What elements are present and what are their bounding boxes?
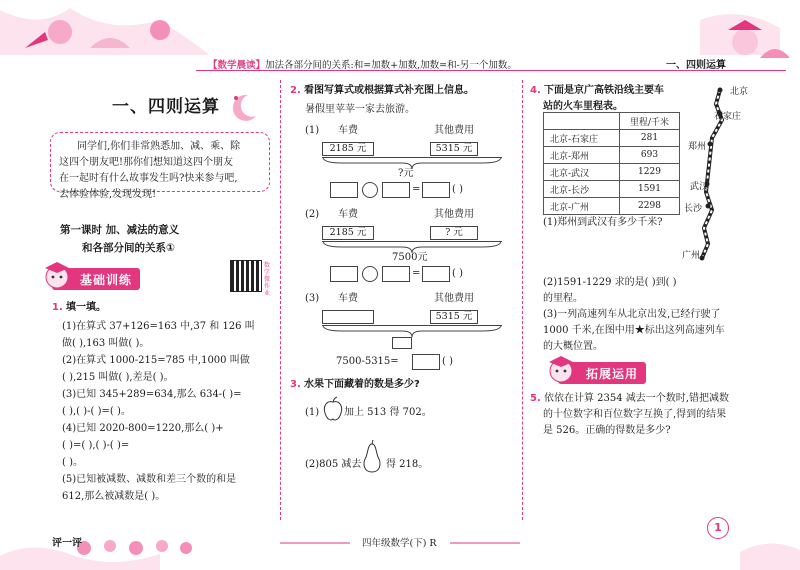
header-bar <box>196 55 786 71</box>
table-header-cell: 里程/千米 <box>620 113 680 130</box>
q4-part-3-cont: 1000 千米,在图中用★标出这列高速列车 <box>543 325 725 336</box>
answer-box[interactable] <box>382 182 410 198</box>
question-3-heading <box>290 378 420 392</box>
route-cell: 北京-长沙 <box>544 181 620 198</box>
chapter-title: 一、四则运算 <box>666 60 726 71</box>
car-fare-box <box>322 310 374 324</box>
diagram-1-label: (1) <box>305 125 320 136</box>
q3-part-2-text: 得 218。 <box>386 459 429 470</box>
q1-line: 做( ),163 叫做( )。 <box>62 338 150 349</box>
q1-line: 612,那么被减数是( )。 <box>62 491 166 502</box>
question-title: 下面是京广高铁沿线主要车 <box>543 85 664 96</box>
question-number: 3. <box>290 379 301 390</box>
q1-line: ( ),( )-( )=( )。 <box>62 406 131 417</box>
table-header-row <box>544 113 680 130</box>
operator-circle[interactable] <box>362 266 378 282</box>
question-title: 水果下面藏着的数是多少? <box>303 379 420 390</box>
reading-tip <box>208 57 517 71</box>
other-cost-value: ? 元 <box>430 226 478 240</box>
apple-icon[interactable] <box>322 396 344 422</box>
intro-line: 同学们,你们非常熟悉加、减、乘、除 <box>77 141 241 152</box>
table-row <box>544 198 680 215</box>
column-divider <box>522 80 523 520</box>
q3-part-1-text: 加上 513 得 702。 <box>344 407 432 418</box>
city-label: 武汉 <box>690 182 709 192</box>
unit-blank[interactable]: ( ) <box>452 184 463 195</box>
answer-box[interactable] <box>330 182 358 198</box>
q4-part-1: (1)郑州到武汉有多少千米? <box>543 217 663 228</box>
q1-line: (4)已知 2020-800=1220,那么( )+ <box>62 423 224 434</box>
q5-text: 是 526。正确的得数是多少? <box>543 425 671 436</box>
distance-cell: 1229 <box>620 164 680 181</box>
q4-part-3: (3)一列高速列车从北京出发,已经行驶了 <box>543 309 721 320</box>
question-number: 4. <box>530 85 541 96</box>
q4-part-2-cont: 的里程。 <box>543 293 583 304</box>
qr-label: 数学微作业 <box>264 262 271 297</box>
other-cost-label: 其他费用 <box>434 293 474 304</box>
other-cost-value: 5315 元 <box>430 142 478 156</box>
intro-line: 这四个朋友吧!那你们想知道这四个朋友 <box>59 157 234 168</box>
q5-text: 依依在计算 2354 减去一个数时,错把减数 <box>543 393 729 404</box>
q5-text: 的十位数字和百位数字互换了,得到的结果 <box>543 409 727 420</box>
question-number: 5. <box>530 393 541 404</box>
table-header-cell <box>544 113 620 130</box>
question-1-heading <box>52 301 106 315</box>
car-fare-value: 2185 元 <box>322 226 374 240</box>
car-fare-label: 车费 <box>338 125 358 136</box>
moon-icon <box>228 92 260 122</box>
question-5-line <box>530 392 729 406</box>
student-mascot-icon <box>40 258 74 292</box>
q1-line: (5)已知被减数、减数和差三个数的和是 <box>62 474 237 485</box>
diagram-2-label: (2) <box>305 209 320 220</box>
q1-line: ( )=( ),( )-( )= <box>62 440 130 451</box>
other-cost-value: 5315 元 <box>430 310 478 324</box>
route-cell: 北京-武汉 <box>544 164 620 181</box>
intro-line: 去体验体验,发现发现! <box>59 189 157 200</box>
table-row <box>544 181 680 198</box>
table-row <box>544 164 680 181</box>
city-label: 石家庄 <box>714 112 742 122</box>
book-info: 四年级数学(下) R <box>362 538 437 549</box>
badge-label: 拓展运用 <box>586 367 639 381</box>
question-title-cont: 站的火车里程表。 <box>543 101 623 112</box>
unit-blank[interactable]: ( ) <box>452 268 463 279</box>
pear-icon[interactable] <box>360 440 384 474</box>
q1-line: (1)在算式 37+126=163 中,37 和 126 叫 <box>62 321 255 332</box>
intro-line: 在一起时有什么故事发生吗?快来参与吧, <box>59 173 238 184</box>
distance-cell: 1591 <box>620 181 680 198</box>
other-cost-label: 其他费用 <box>434 209 474 220</box>
mileage-table <box>543 112 680 215</box>
route-cell: 北京-广州 <box>544 198 620 215</box>
question-title: 填一填。 <box>65 302 106 313</box>
equals-sign: = <box>412 184 421 195</box>
diagram-3-label: (3) <box>305 293 320 304</box>
qr-code[interactable] <box>230 260 262 292</box>
equals-sign: = <box>412 268 421 279</box>
city-label: 广州 <box>682 251 701 261</box>
car-fare-value: 2185 元 <box>322 142 374 156</box>
operator-circle[interactable] <box>362 182 378 198</box>
distance-cell: 2298 <box>620 198 680 215</box>
total-value: 7500元 <box>392 252 428 263</box>
route-cell: 北京-郑州 <box>544 147 620 164</box>
q1-line: (3)已知 345+289=634,那么 634-( )= <box>62 389 242 400</box>
intro-box <box>50 132 270 200</box>
student-mascot-icon <box>544 352 578 386</box>
question-2-heading <box>290 84 474 98</box>
q4-part-3-cont: 的大概位置。 <box>543 341 603 352</box>
column-divider <box>280 80 281 520</box>
q2-intro: 暑假里苹苹一家去旅游。 <box>305 104 415 115</box>
q1-line: (2)在算式 1000-215=785 中,1000 叫做 <box>62 355 250 366</box>
total-unknown: ?元 <box>398 168 414 179</box>
answer-box[interactable] <box>412 354 440 370</box>
answer-box[interactable] <box>330 266 358 282</box>
table-row <box>544 130 680 147</box>
city-label: 北京 <box>730 87 749 97</box>
q3-part-2-prefix: (2)805 减去 <box>305 459 362 470</box>
lesson-subtitle: 和各部分间的关系① <box>82 242 175 254</box>
route-cell: 北京-石家庄 <box>544 130 620 147</box>
total-blank-box[interactable] <box>392 337 412 349</box>
question-title: 看图写算式或根据算式补充图上信息。 <box>303 85 474 96</box>
q4-part-2: (2)1591-1229 求的是( )到( ) <box>543 277 677 288</box>
answer-box[interactable] <box>382 266 410 282</box>
city-label: 郑州 <box>688 142 707 152</box>
distance-cell: 281 <box>620 130 680 147</box>
q1-line: ( )。 <box>62 457 83 468</box>
reading-label: 【数学晨读】 <box>208 60 266 71</box>
table-row <box>544 147 680 164</box>
page-title: 一、四则运算 <box>112 97 220 117</box>
answer-box[interactable] <box>422 266 450 282</box>
badge-label: 基础训练 <box>80 273 133 287</box>
self-evaluation-label: 评一评 <box>52 538 82 549</box>
distance-cell: 693 <box>620 147 680 164</box>
lesson-title: 第一课时 加、减法的意义 <box>60 224 180 236</box>
other-cost-label: 其他费用 <box>434 125 474 136</box>
car-fare-label: 车费 <box>338 209 358 220</box>
reading-text: 加法各部分间的关系:和=加数+加数,加数=和-另一个加数。 <box>265 60 517 71</box>
car-fare-label: 车费 <box>338 293 358 304</box>
answer-box[interactable] <box>422 182 450 198</box>
question-number: 1. <box>52 302 63 313</box>
unit-blank[interactable]: ( ) <box>442 356 453 367</box>
q1-line: ( ),215 叫做( ),差是( )。 <box>62 372 174 383</box>
total-brace <box>322 325 502 337</box>
equation-text: 7500-5315= <box>336 356 399 367</box>
page-number: 1 <box>707 517 729 539</box>
city-label: 长沙 <box>684 204 703 214</box>
question-4-heading <box>530 84 664 98</box>
q3-part-1-prefix: (1) <box>305 407 320 418</box>
question-number: 2. <box>290 85 301 96</box>
